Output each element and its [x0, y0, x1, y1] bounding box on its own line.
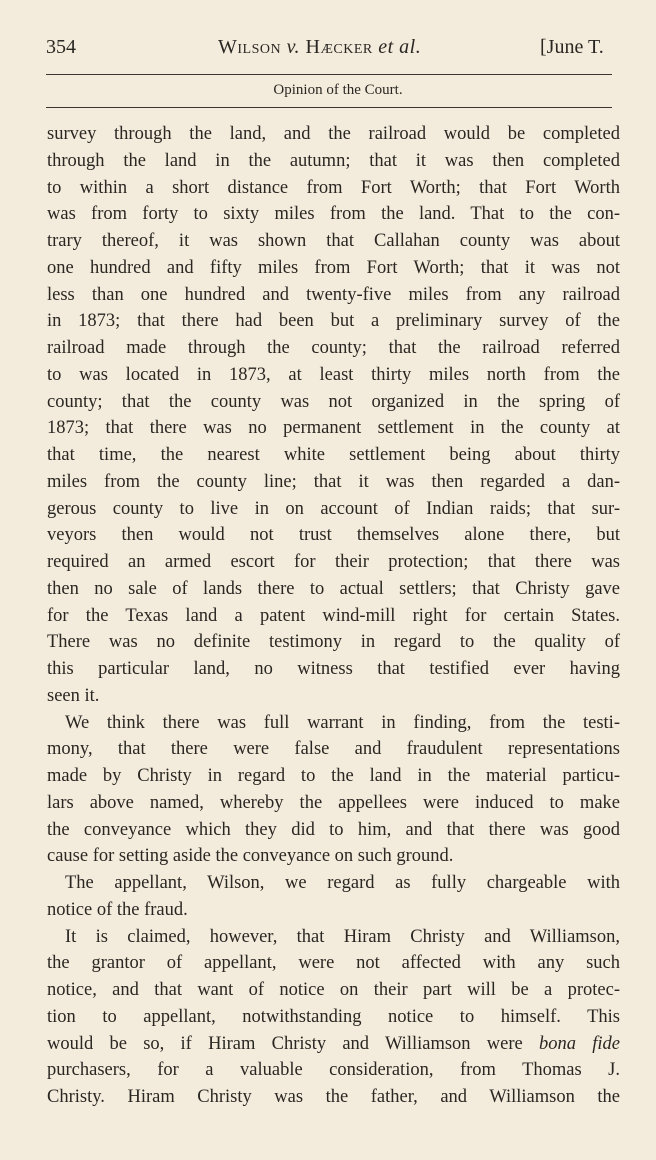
- line-text: seen it.: [47, 685, 100, 706]
- line-text: required an armed escort for their protection; that there was: [47, 552, 620, 572]
- line-text: the grantor of appellant, were not affected with any such: [47, 953, 620, 974]
- text-line: [47, 736, 620, 763]
- et-al: et al.: [378, 36, 422, 58]
- text-line: [47, 415, 620, 442]
- text-line: [47, 656, 620, 683]
- line-text: miles from the county line; that it was then regarded a dan-: [47, 471, 620, 492]
- line-text: cause for setting aside the conveyance on such ground.: [47, 846, 454, 867]
- line-text: The appellant, Wilson, we regard as fully chargeable with: [65, 873, 620, 893]
- versus: v.: [286, 36, 301, 58]
- line-text: would be so, if Hiram Christy and Williamson were: [47, 1033, 523, 1054]
- line-text: There was no definite testimony in regard to the quality of: [47, 632, 620, 653]
- line-text: then no sale of lands there to actual settlers; that Christy gave: [47, 578, 620, 599]
- line-text: tion to appellant, notwithstanding notice to himself. This: [47, 1006, 620, 1027]
- line-text: county; that the county was not organized in the spring of: [47, 391, 620, 412]
- text-line: [47, 228, 620, 255]
- page-number: 354: [46, 36, 76, 58]
- text-line: [47, 469, 620, 496]
- line-text: It is claimed, however, that Hiram Christy and Williamson,: [65, 926, 620, 947]
- line-text: the conveyance which they did to him, and that there was good: [47, 819, 620, 840]
- line-text: this particular land, no witness that testified ever having: [47, 659, 620, 679]
- line-text: purchasers, for a valuable consideration, from Thomas J.: [47, 1060, 620, 1081]
- text-line: [47, 201, 620, 228]
- line-text: less than one hundred and twenty-five miles from any railroad: [47, 284, 620, 305]
- line-text: that time, the nearest white settlement being about thirty: [47, 445, 620, 465]
- line-text: trary thereof, it was shown that Callahan county was about: [47, 231, 620, 251]
- line-text: mony, that there were false and fraudulent representations: [47, 739, 620, 760]
- text-line: [47, 977, 620, 1004]
- line-text: notice of the fraud.: [47, 899, 188, 920]
- text-line: [47, 763, 620, 790]
- line-text: was from forty to sixty miles from the land. That to the con-: [47, 204, 620, 225]
- text-line: [47, 175, 620, 202]
- text-line: [47, 1084, 620, 1111]
- line-text: to within a short distance from Fort Worth; that Fort Worth: [47, 177, 620, 198]
- text-line: [47, 362, 620, 389]
- line-text: Christy. Hiram Christy was the father, and Williamson the: [47, 1087, 620, 1107]
- text-line: [47, 522, 620, 549]
- text-line: [47, 870, 620, 897]
- text-line: [47, 335, 620, 362]
- line-text: railroad made through the county; that the railroad referred: [47, 338, 620, 358]
- text-line: [47, 1057, 620, 1084]
- text-line: [47, 442, 620, 469]
- line-text: through the land in the autumn; that it was then completed: [47, 150, 620, 171]
- text-line: [47, 282, 620, 309]
- text-line: [47, 629, 620, 656]
- line-text: 1873; that there was no permanent settlement in the county at: [47, 418, 620, 439]
- text-line: [47, 710, 620, 737]
- text-line: [47, 603, 620, 630]
- section-subtitle: Opinion of the Court.: [273, 82, 403, 98]
- line-text: We think there was full warrant in finding, from the testi-: [65, 712, 620, 733]
- party-b: Hæcker: [305, 36, 373, 58]
- text-line: [47, 897, 620, 924]
- text-line: [47, 950, 620, 977]
- line-text: lars above named, whereby the appellees were induced to make: [47, 792, 620, 813]
- party-a: Wilson: [218, 36, 282, 58]
- text-line: [47, 924, 620, 951]
- text-line: [47, 576, 620, 603]
- text-line: [47, 496, 620, 523]
- line-text: one hundred and fifty miles from Fort Worth; that it was not: [47, 257, 620, 278]
- text-line: [47, 817, 620, 844]
- header-rule: [46, 74, 612, 75]
- body-text: [47, 121, 620, 1111]
- line-text: in 1873; that there had been but a preliminary survey of the: [47, 311, 620, 332]
- line-text: to was located in 1873, at least thirty miles north from the: [47, 364, 620, 385]
- text-line: [47, 389, 620, 416]
- italic-phrase: bona fide: [539, 1033, 621, 1054]
- term-label: [June T.: [540, 36, 604, 58]
- line-text: made by Christy in regard to the land in the material particu-: [47, 766, 620, 786]
- text-line: [47, 121, 620, 148]
- text-line: [47, 308, 620, 335]
- line-text: veyors then would not trust themselves alone there, but: [47, 525, 620, 546]
- line-text: for the Texas land a patent wind-mill right for certain States.: [47, 605, 620, 626]
- text-line: [47, 683, 620, 710]
- running-title: [218, 36, 421, 59]
- text-line: [47, 843, 620, 870]
- text-line: [47, 1004, 620, 1031]
- text-line: [47, 1031, 620, 1058]
- line-text: notice, and that want of notice on their part will be a protec-: [47, 980, 620, 1000]
- text-line: [47, 255, 620, 282]
- line-text: gerous county to live in on account of Indian raids; that sur-: [47, 498, 620, 519]
- text-line: [47, 148, 620, 175]
- subtitle-rule: [46, 107, 612, 108]
- line-text: survey through the land, and the railroad would be completed: [47, 124, 620, 144]
- text-line: [47, 549, 620, 576]
- text-line: [47, 790, 620, 817]
